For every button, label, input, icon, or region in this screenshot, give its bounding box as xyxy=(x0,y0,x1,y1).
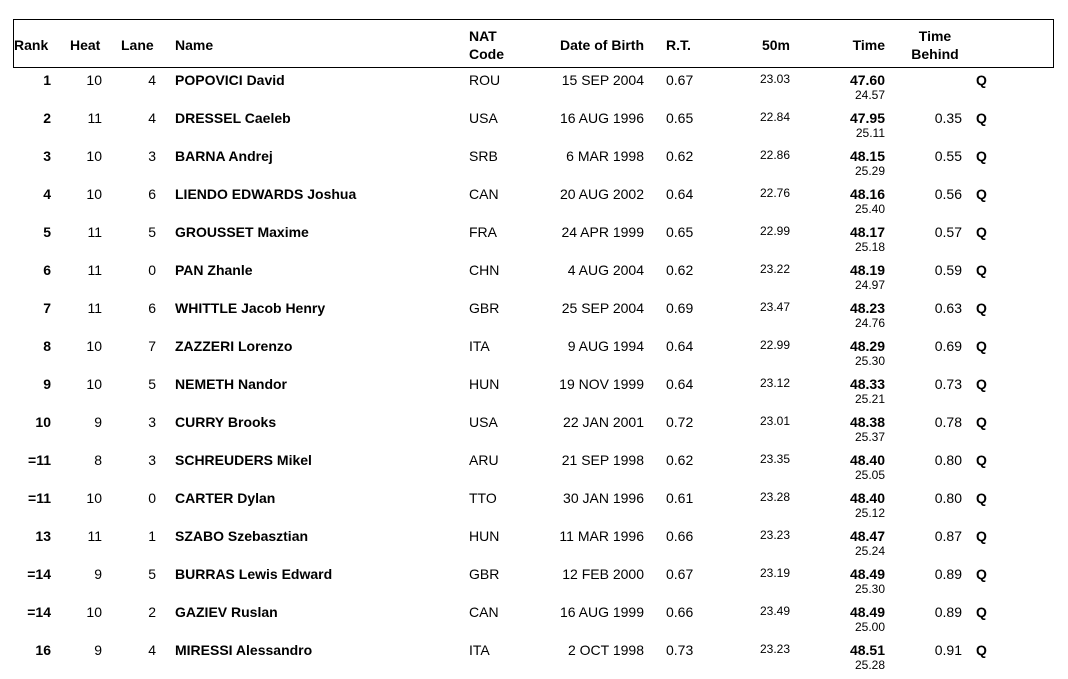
cell-rank: =11 xyxy=(28,490,51,506)
cell-athlete-name: POPOVICI David xyxy=(175,72,285,88)
col-header-nat-line2: Code xyxy=(469,46,504,62)
cell-reaction-time: 0.66 xyxy=(666,528,694,544)
cell-split-50m: 23.28 xyxy=(759,490,790,504)
cell-heat: 9 xyxy=(94,566,102,582)
cell-nat-code: ARU xyxy=(469,452,499,468)
cell-second-split: 24.97 xyxy=(854,278,885,292)
cell-athlete-name: CURRY Brooks xyxy=(175,414,277,430)
cell-nat-code: HUN xyxy=(469,528,500,544)
cell-second-split: 25.21 xyxy=(854,392,885,406)
cell-athlete-name: BARNA Andrej xyxy=(175,148,273,164)
cell-date-of-birth: 2 OCT 1998 xyxy=(567,642,644,658)
cell-lane: 7 xyxy=(148,338,156,354)
cell-lane: 0 xyxy=(148,490,156,506)
cell-reaction-time: 0.65 xyxy=(666,224,694,240)
cell-nat-code: CAN xyxy=(469,604,499,620)
cell-heat: 11 xyxy=(87,110,102,126)
cell-nat-code: CHN xyxy=(469,262,500,278)
cell-rank: 5 xyxy=(43,224,51,240)
cell-lane: 4 xyxy=(148,642,156,658)
cell-final-time: 48.16 xyxy=(849,186,885,202)
cell-lane: 6 xyxy=(148,186,156,202)
table-row xyxy=(0,375,1068,413)
cell-athlete-name: SCHREUDERS Mikel xyxy=(175,452,312,468)
cell-athlete-name: PAN Zhanle xyxy=(175,262,253,278)
cell-reaction-time: 0.72 xyxy=(666,414,694,430)
cell-qualified: Q xyxy=(976,338,987,354)
cell-second-split: 25.37 xyxy=(854,430,885,444)
cell-time-behind: 0.80 xyxy=(934,490,962,506)
cell-reaction-time: 0.67 xyxy=(666,566,694,582)
cell-split-50m: 23.03 xyxy=(759,72,790,86)
cell-qualified: Q xyxy=(976,566,987,582)
cell-qualified: Q xyxy=(976,642,987,658)
cell-second-split: 24.57 xyxy=(854,88,885,102)
cell-nat-code: TTO xyxy=(469,490,497,506)
cell-qualified: Q xyxy=(976,300,987,316)
cell-time-behind: 0.91 xyxy=(934,642,962,658)
cell-split-50m: 23.23 xyxy=(759,528,790,542)
cell-reaction-time: 0.64 xyxy=(666,186,694,202)
cell-date-of-birth: 15 SEP 2004 xyxy=(561,72,644,88)
cell-final-time: 48.15 xyxy=(849,148,885,164)
cell-time-behind: 0.55 xyxy=(934,148,962,164)
cell-final-time: 48.51 xyxy=(849,642,885,658)
col-header-reaction-time: R.T. xyxy=(666,37,691,53)
cell-split-50m: 23.23 xyxy=(759,642,790,656)
table-row xyxy=(0,299,1068,337)
cell-athlete-name: MIRESSI Alessandro xyxy=(175,642,313,658)
cell-split-50m: 23.19 xyxy=(759,566,790,580)
cell-qualified: Q xyxy=(976,528,987,544)
cell-date-of-birth: 30 JAN 1996 xyxy=(563,490,644,506)
cell-split-50m: 23.49 xyxy=(759,604,790,618)
cell-rank: 7 xyxy=(43,300,51,316)
cell-qualified: Q xyxy=(976,224,987,240)
cell-final-time: 48.40 xyxy=(849,452,885,468)
cell-rank: 3 xyxy=(43,148,51,164)
cell-rank: =14 xyxy=(27,604,51,620)
cell-qualified: Q xyxy=(976,110,987,126)
cell-split-50m: 23.01 xyxy=(759,414,790,428)
table-row xyxy=(0,565,1068,603)
cell-date-of-birth: 4 AUG 2004 xyxy=(567,262,644,278)
cell-heat: 10 xyxy=(86,72,102,88)
cell-rank: 1 xyxy=(43,72,51,88)
cell-lane: 5 xyxy=(148,224,156,240)
cell-athlete-name: BURRAS Lewis Edward xyxy=(175,566,333,582)
cell-qualified: Q xyxy=(976,186,987,202)
cell-final-time: 48.29 xyxy=(849,338,885,354)
cell-reaction-time: 0.64 xyxy=(666,376,694,392)
cell-split-50m: 23.22 xyxy=(759,262,790,276)
col-header-time: Time xyxy=(852,37,885,53)
col-header-date-of-birth: Date of Birth xyxy=(560,37,644,53)
cell-second-split: 25.30 xyxy=(854,354,885,368)
cell-time-behind: 0.59 xyxy=(934,262,962,278)
cell-athlete-name: NEMETH Nandor xyxy=(175,376,287,392)
cell-qualified: Q xyxy=(976,490,987,506)
cell-lane: 3 xyxy=(148,452,156,468)
cell-date-of-birth: 11 MAR 1996 xyxy=(559,528,644,544)
cell-date-of-birth: 12 FEB 2000 xyxy=(562,566,644,582)
cell-heat: 10 xyxy=(86,490,102,506)
cell-nat-code: ROU xyxy=(469,72,501,88)
cell-second-split: 25.00 xyxy=(854,620,885,634)
cell-second-split: 25.11 xyxy=(855,126,885,140)
cell-reaction-time: 0.62 xyxy=(666,452,694,468)
table-row xyxy=(0,109,1068,147)
cell-second-split: 25.28 xyxy=(854,658,885,672)
cell-athlete-name: GROUSSET Maxime xyxy=(175,224,309,240)
cell-split-50m: 22.99 xyxy=(759,338,790,352)
cell-nat-code: GBR xyxy=(469,566,500,582)
table-row xyxy=(0,603,1068,641)
cell-lane: 6 xyxy=(148,300,156,316)
cell-date-of-birth: 21 SEP 1998 xyxy=(561,452,644,468)
cell-date-of-birth: 6 MAR 1998 xyxy=(566,148,644,164)
cell-final-time: 48.49 xyxy=(849,566,885,582)
table-row xyxy=(0,451,1068,489)
cell-qualified: Q xyxy=(976,452,987,468)
cell-lane: 4 xyxy=(148,110,156,126)
cell-final-time: 48.40 xyxy=(849,490,885,506)
col-header-nat-line1: NAT xyxy=(469,28,497,44)
cell-date-of-birth: 25 SEP 2004 xyxy=(561,300,644,316)
cell-time-behind: 0.89 xyxy=(934,566,962,582)
cell-heat: 10 xyxy=(86,148,102,164)
table-row xyxy=(0,337,1068,375)
cell-rank: 8 xyxy=(43,338,51,354)
cell-lane: 3 xyxy=(148,414,156,430)
col-header-rank: Rank xyxy=(14,37,49,53)
table-row xyxy=(0,641,1068,679)
col-header-heat: Heat xyxy=(70,37,101,53)
cell-split-50m: 22.76 xyxy=(759,186,790,200)
table-row xyxy=(0,527,1068,565)
cell-heat: 10 xyxy=(86,376,102,392)
cell-nat-code: USA xyxy=(469,110,498,126)
cell-lane: 5 xyxy=(148,566,156,582)
cell-final-time: 48.17 xyxy=(849,224,885,240)
cell-time-behind: 0.35 xyxy=(934,110,962,126)
table-row xyxy=(0,185,1068,223)
cell-time-behind: 0.57 xyxy=(934,224,962,240)
cell-date-of-birth: 24 APR 1999 xyxy=(561,224,644,240)
cell-heat: 9 xyxy=(94,414,102,430)
cell-nat-code: SRB xyxy=(469,148,498,164)
cell-split-50m: 23.47 xyxy=(759,300,790,314)
cell-lane: 1 xyxy=(148,528,156,544)
cell-final-time: 48.23 xyxy=(849,300,885,316)
cell-final-time: 48.47 xyxy=(849,528,885,544)
cell-time-behind: 0.87 xyxy=(934,528,962,544)
cell-second-split: 25.18 xyxy=(854,240,885,254)
table-row xyxy=(0,147,1068,185)
table-row xyxy=(0,489,1068,527)
cell-athlete-name: ZAZZERI Lorenzo xyxy=(175,338,293,354)
cell-final-time: 48.49 xyxy=(849,604,885,620)
cell-reaction-time: 0.65 xyxy=(666,110,694,126)
cell-rank: 6 xyxy=(43,262,51,278)
cell-nat-code: USA xyxy=(469,414,498,430)
cell-final-time: 47.95 xyxy=(849,110,885,126)
col-header-behind-line2: Behind xyxy=(911,46,959,62)
cell-heat: 11 xyxy=(87,262,102,278)
cell-date-of-birth: 19 NOV 1999 xyxy=(559,376,644,392)
cell-second-split: 25.30 xyxy=(854,582,885,596)
table-row xyxy=(0,413,1068,451)
table-row xyxy=(0,261,1068,299)
cell-lane: 3 xyxy=(148,148,156,164)
cell-date-of-birth: 16 AUG 1999 xyxy=(559,604,644,620)
cell-athlete-name: SZABO Szebasztian xyxy=(175,528,309,544)
cell-date-of-birth: 16 AUG 1996 xyxy=(559,110,644,126)
cell-reaction-time: 0.62 xyxy=(666,148,694,164)
cell-split-50m: 23.12 xyxy=(759,376,790,390)
cell-qualified: Q xyxy=(976,148,987,164)
cell-qualified: Q xyxy=(976,262,987,278)
cell-heat: 10 xyxy=(86,338,102,354)
cell-split-50m: 22.84 xyxy=(759,110,790,124)
cell-split-50m: 23.35 xyxy=(759,452,790,466)
col-header-name: Name xyxy=(175,37,214,53)
cell-lane: 0 xyxy=(148,262,156,278)
table-row xyxy=(0,223,1068,261)
cell-heat: 11 xyxy=(87,528,102,544)
cell-rank: 2 xyxy=(43,110,51,126)
cell-heat: 8 xyxy=(94,452,102,468)
cell-nat-code: GBR xyxy=(469,300,500,316)
cell-reaction-time: 0.62 xyxy=(666,262,694,278)
cell-reaction-time: 0.69 xyxy=(666,300,694,316)
cell-heat: 10 xyxy=(86,186,102,202)
cell-athlete-name: WHITTLE Jacob Henry xyxy=(175,300,326,316)
cell-nat-code: HUN xyxy=(469,376,500,392)
cell-lane: 5 xyxy=(148,376,156,392)
col-header-lane: Lane xyxy=(121,37,154,53)
cell-reaction-time: 0.67 xyxy=(666,72,694,88)
cell-athlete-name: CARTER Dylan xyxy=(175,490,276,506)
cell-split-50m: 22.99 xyxy=(759,224,790,238)
cell-reaction-time: 0.73 xyxy=(666,642,694,658)
cell-rank: 13 xyxy=(35,528,51,544)
cell-second-split: 25.12 xyxy=(854,506,885,520)
cell-second-split: 24.76 xyxy=(854,316,885,330)
cell-date-of-birth: 22 JAN 2001 xyxy=(563,414,644,430)
cell-split-50m: 22.86 xyxy=(759,148,790,162)
cell-rank: 10 xyxy=(35,414,51,430)
cell-qualified: Q xyxy=(976,604,987,620)
table-row xyxy=(0,71,1068,109)
cell-time-behind: 0.78 xyxy=(934,414,962,430)
cell-time-behind: 0.56 xyxy=(934,186,962,202)
cell-second-split: 25.24 xyxy=(854,544,885,558)
cell-second-split: 25.05 xyxy=(854,468,885,482)
cell-final-time: 48.38 xyxy=(849,414,885,430)
cell-time-behind: 0.80 xyxy=(934,452,962,468)
cell-nat-code: CAN xyxy=(469,186,499,202)
cell-final-time: 48.33 xyxy=(849,376,885,392)
cell-time-behind: 0.69 xyxy=(934,338,962,354)
cell-qualified: Q xyxy=(976,414,987,430)
cell-second-split: 25.40 xyxy=(854,202,885,216)
cell-nat-code: FRA xyxy=(469,224,497,240)
cell-athlete-name: GAZIEV Ruslan xyxy=(175,604,278,620)
cell-nat-code: ITA xyxy=(469,642,490,658)
cell-rank: =14 xyxy=(27,566,51,582)
cell-rank: 4 xyxy=(43,186,51,202)
cell-rank: =11 xyxy=(28,452,51,468)
col-header-behind-line1: Time xyxy=(918,28,952,44)
cell-date-of-birth: 20 AUG 2002 xyxy=(559,186,644,202)
cell-heat: 11 xyxy=(87,300,102,316)
cell-date-of-birth: 9 AUG 1994 xyxy=(567,338,644,354)
cell-reaction-time: 0.61 xyxy=(666,490,694,506)
cell-heat: 10 xyxy=(86,604,102,620)
cell-reaction-time: 0.66 xyxy=(666,604,694,620)
cell-final-time: 47.60 xyxy=(849,72,885,88)
cell-qualified: Q xyxy=(976,72,987,88)
cell-rank: 16 xyxy=(35,642,51,658)
cell-rank: 9 xyxy=(43,376,51,392)
cell-athlete-name: DRESSEL Caeleb xyxy=(175,110,291,126)
cell-nat-code: ITA xyxy=(469,338,490,354)
cell-time-behind: 0.89 xyxy=(934,604,962,620)
cell-final-time: 48.19 xyxy=(849,262,885,278)
cell-time-behind: 0.63 xyxy=(934,300,962,316)
cell-lane: 2 xyxy=(148,604,156,620)
cell-lane: 4 xyxy=(148,72,156,88)
cell-heat: 11 xyxy=(87,224,102,240)
cell-heat: 9 xyxy=(94,642,102,658)
col-header-split-50m: 50m xyxy=(761,37,790,53)
cell-qualified: Q xyxy=(976,376,987,392)
cell-reaction-time: 0.64 xyxy=(666,338,694,354)
cell-second-split: 25.29 xyxy=(854,164,885,178)
cell-athlete-name: LIENDO EDWARDS Joshua xyxy=(175,186,357,202)
cell-time-behind: 0.73 xyxy=(934,376,962,392)
